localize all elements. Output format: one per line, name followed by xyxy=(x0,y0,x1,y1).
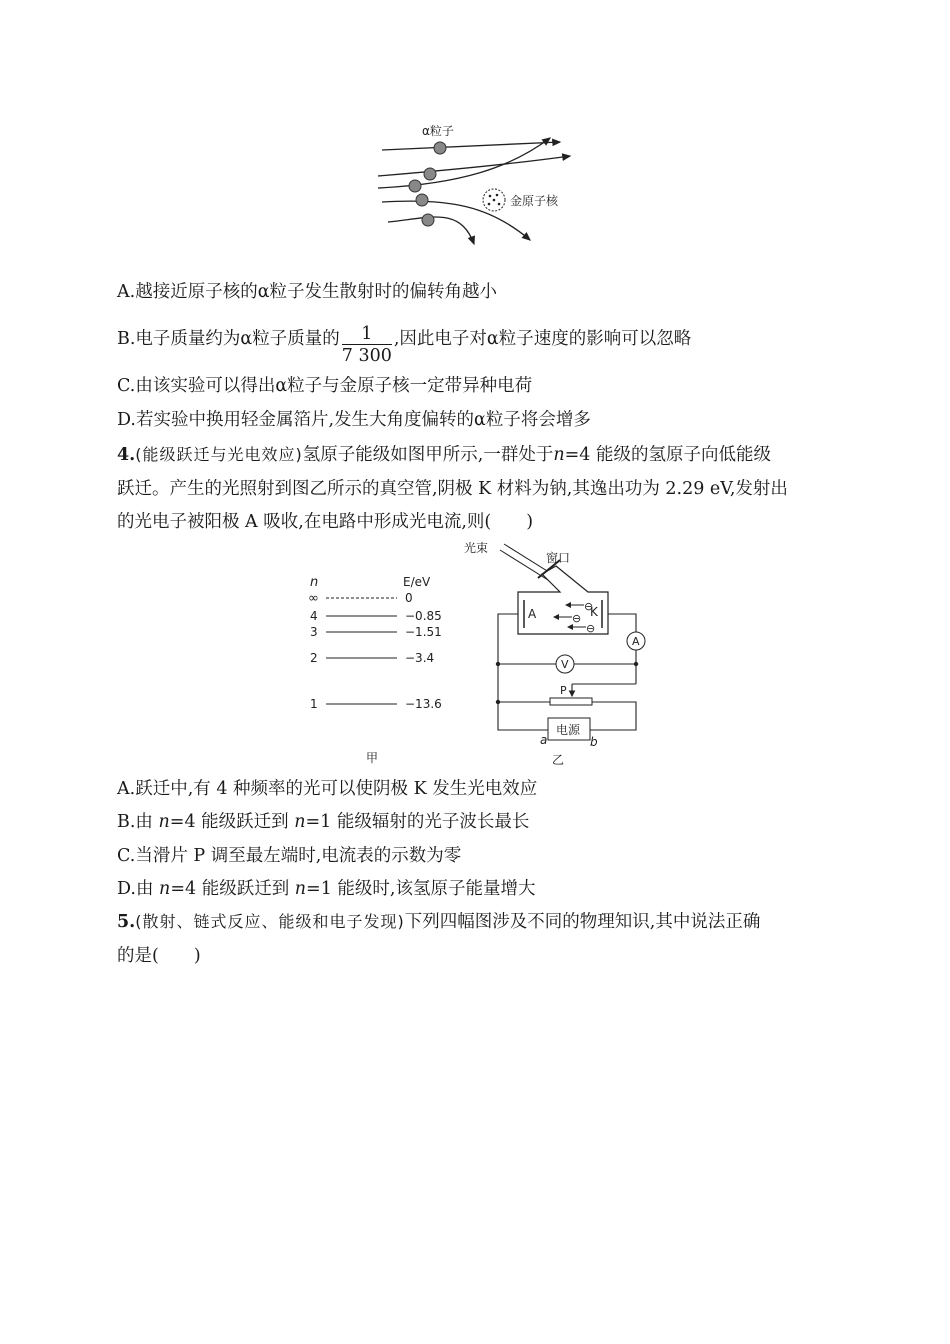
alpha-trajectory-2 xyxy=(378,156,570,176)
level-n-3: 3 xyxy=(310,625,318,639)
slider-label: P xyxy=(560,684,567,697)
q3-option-a: A.越接近原子核的α粒子发生散射时的偏转角越小 xyxy=(117,282,498,302)
level-n-1: 1 xyxy=(310,697,318,711)
q4-option-a: A.跃迁中,有 4 种频率的光可以使阴极 K 发生光电效应 xyxy=(117,779,538,799)
alpha-particle xyxy=(424,168,436,180)
q5-stem-text: 下列四幅图涉及不同的物理知识,其中说法正确 xyxy=(404,912,761,932)
light-beam-label: 光束 xyxy=(464,541,489,555)
level-e-3: −1.51 xyxy=(405,625,442,639)
junction-dot xyxy=(634,662,638,666)
option-text: B.由 xyxy=(117,812,159,832)
fraction-numerator: 1 xyxy=(342,324,392,345)
power-source-label: 电源 xyxy=(556,723,581,737)
level-n-2: 2 xyxy=(310,651,318,665)
option-text: =1 能级时,该氢原子能量增大 xyxy=(306,879,536,899)
terminal-a-label: a xyxy=(540,733,548,747)
option-text: =4 能级跃迁到 xyxy=(169,812,295,832)
mass-ratio-fraction xyxy=(342,324,392,367)
level-e-4: −0.85 xyxy=(405,609,442,623)
q3-option-b-text: B.电子质量约为α粒子质量的 xyxy=(117,329,340,349)
q3-option-b-tail: ,因此电子对α粒子速度的影响可以忽略 xyxy=(393,329,692,349)
n-header: n xyxy=(310,575,319,590)
alpha-particle xyxy=(422,214,434,226)
level-e-1: −13.6 xyxy=(405,697,442,711)
q5-stem-line1 xyxy=(117,910,760,934)
voltmeter-label: V xyxy=(561,658,569,671)
electron-symbol: ⊖ xyxy=(586,622,596,635)
junction-dot xyxy=(496,662,500,666)
n-symbol: n xyxy=(294,879,307,899)
alpha-particle xyxy=(416,194,428,206)
option-text: =4 能级跃迁到 xyxy=(170,879,295,899)
option-text: =1 能级辐射的光子波长最长 xyxy=(305,812,530,832)
energy-header: E/eV xyxy=(403,575,431,589)
caption-jia: 甲 xyxy=(366,751,379,765)
q3-option-d: D.若实验中换用轻金属箔片,发生大角度偏转的α粒子将会增多 xyxy=(117,410,591,430)
q3-option-c: C.由该实验可以得出α粒子与金原子核一定带异种电荷 xyxy=(117,376,533,396)
q4-number: 4. xyxy=(117,445,136,465)
q4-topic: (能级跃迁与光电效应) xyxy=(135,445,303,464)
rheostat xyxy=(550,698,592,705)
caption-yi: 乙 xyxy=(552,753,565,767)
alpha-particle xyxy=(434,142,446,154)
n-symbol: n xyxy=(159,879,171,899)
window-label: 窗口 xyxy=(546,551,571,565)
q4-stem-line1 xyxy=(117,443,771,467)
option-text: D.由 xyxy=(117,879,160,899)
q4-option-b xyxy=(117,810,529,834)
wire-cathode xyxy=(608,614,636,632)
n-symbol: n xyxy=(158,812,170,832)
level-n-inf: ∞ xyxy=(308,591,319,606)
cathode-label: K xyxy=(590,605,598,619)
terminal-b-label: b xyxy=(590,735,598,749)
nucleus-label: 金原子核 xyxy=(510,194,559,208)
phototube-circuit xyxy=(460,538,680,768)
electron-symbol: ⊖ xyxy=(584,600,594,613)
q4-stem-text: 氢原子能级如图甲所示,一群处于 xyxy=(302,445,554,465)
energy-level-diagram xyxy=(300,568,450,768)
q4-option-d xyxy=(117,877,535,901)
q5-stem-line2: 的是( ) xyxy=(117,946,201,966)
q4-stem-text: =4 能级的氢原子向低能级 xyxy=(564,445,771,465)
wire-rheostat-right xyxy=(588,702,636,730)
electron-symbol: ⊖ xyxy=(572,612,582,625)
alpha-particle xyxy=(409,180,421,192)
q4-stem-line3: 的光电子被阳极 A 吸收,在电路中形成光电流,则( ) xyxy=(117,512,534,532)
alpha-label: α粒子 xyxy=(422,124,454,138)
q4-option-c: C.当滑片 P 调至最左端时,电流表的示数为零 xyxy=(117,846,462,866)
q4-stem-line2: 跃迁。产生的光照射到图乙所示的真空管,阴极 K 材料为钠,其逸出功为 2.29 eV,发射出 xyxy=(117,479,788,499)
level-e-2: −3.4 xyxy=(405,651,435,665)
junction-dot xyxy=(496,700,500,704)
level-e-inf: 0 xyxy=(405,591,413,605)
q5-number: 5. xyxy=(117,912,136,932)
gold-nucleus xyxy=(483,189,505,211)
anode-label: A xyxy=(528,607,537,621)
n-symbol: n xyxy=(553,445,565,465)
alpha-trajectory-3 xyxy=(378,138,550,188)
fraction-denominator: 7 300 xyxy=(341,346,392,366)
alpha-scattering-figure xyxy=(370,118,590,248)
ammeter-label: A xyxy=(632,635,640,648)
n-symbol: n xyxy=(294,812,306,832)
q5-topic: (散射、链式反应、能级和电子发现) xyxy=(135,912,405,931)
level-n-4: 4 xyxy=(310,609,318,623)
q3-option-b xyxy=(117,318,692,366)
